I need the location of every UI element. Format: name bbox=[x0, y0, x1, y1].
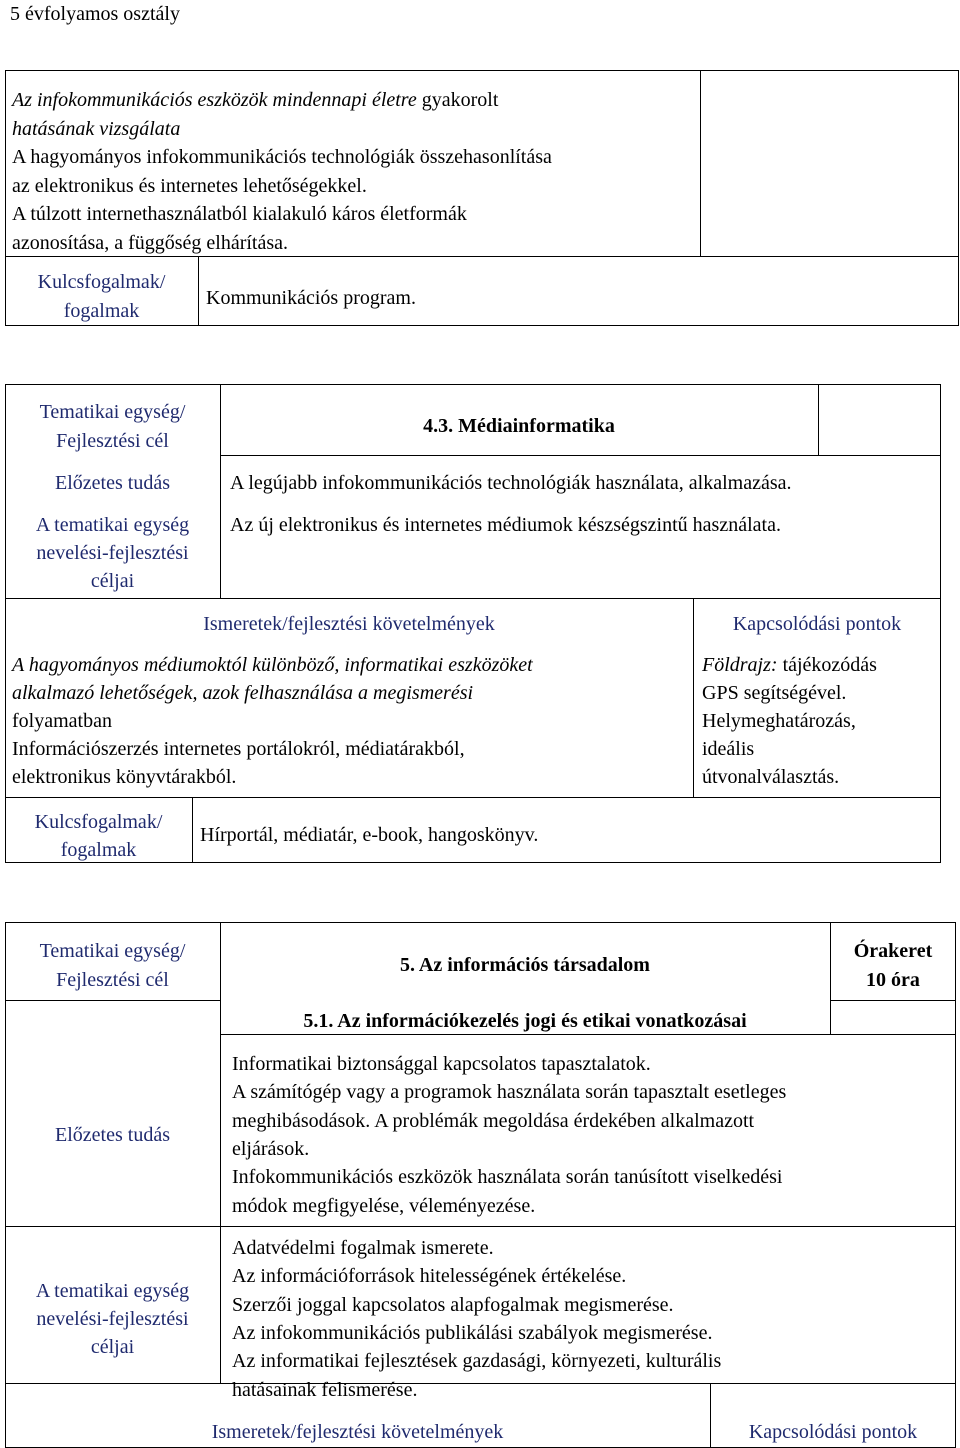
text-segment: alkalmazó lehetőségek, azok felhasználása a megismerési bbox=[12, 682, 474, 704]
block2-key-label-line2: fogalmak bbox=[60, 839, 137, 861]
block2-unit-label-line1: Tematikai egység/ bbox=[39, 401, 186, 423]
text-line bbox=[232, 1376, 417, 1404]
text-segment: Az infokommunikációs eszközök mindennapi életre bbox=[12, 89, 417, 111]
text-line bbox=[232, 1234, 494, 1262]
block3-label-divider bbox=[220, 922, 221, 1383]
text-line bbox=[12, 763, 236, 791]
text-segment: A hagyományos infokommunikációs technológiák összehasonlítása bbox=[12, 146, 552, 168]
text-segment: Informatikai biztonsággal kapcsolatos tapasztalatok. bbox=[232, 1053, 651, 1075]
text-line bbox=[702, 707, 856, 735]
block3-hours-value: 10 óra bbox=[866, 969, 920, 991]
grade-heading: 5 évfolyamos osztály bbox=[10, 3, 180, 25]
text-segment: Az információforrások hitelességének értékelése. bbox=[232, 1265, 627, 1288]
text-segment: A számítógép vagy a programok használata során tapasztalt esetleges bbox=[232, 1081, 787, 1104]
text-line bbox=[702, 735, 754, 763]
block3-prior-divider bbox=[5, 1226, 956, 1227]
text-segment: A hagyományos médiumoktól különböző, informatikai eszközöket bbox=[12, 654, 533, 676]
text-line bbox=[232, 1192, 535, 1220]
block2-key-value: Hírportál, médiatár, e-book, hangoskönyv. bbox=[200, 824, 539, 846]
block2-prior-label: Előzetes tudás bbox=[55, 472, 170, 494]
text-segment: A túlzott internethasználatból kialakuló káros életformák bbox=[12, 203, 467, 225]
block3-unit-label-divider bbox=[5, 1000, 220, 1001]
block1-key-value: Kommunikációs program. bbox=[206, 287, 416, 309]
text-segment: Az infokommunikációs publikálási szabályok megismerése. bbox=[232, 1321, 713, 1344]
text-segment: GPS segítségével. bbox=[702, 682, 847, 704]
block1-right-divider bbox=[700, 70, 701, 256]
text-line bbox=[12, 735, 465, 763]
text-line bbox=[12, 143, 552, 171]
block3-links-header: Kapcsolódási pontok bbox=[748, 1421, 918, 1443]
block3-aim-label-line2: nevelési-fejlesztési bbox=[36, 1308, 189, 1330]
text-segment: Információszerzés internetes portálokról, médiatárakból, bbox=[12, 738, 465, 760]
block2-key-divider bbox=[192, 797, 193, 863]
block2-title-divider bbox=[220, 455, 941, 456]
text-segment: folyamatban bbox=[12, 710, 112, 732]
block1-key-divider bbox=[198, 256, 199, 326]
text-segment: Helymeghatározás, bbox=[702, 710, 856, 732]
text-line bbox=[702, 679, 846, 707]
text-line bbox=[232, 1319, 712, 1347]
text-line bbox=[232, 1050, 651, 1078]
block2-links-header: Kapcsolódási pontok bbox=[732, 613, 902, 635]
block2-title-right-divider bbox=[818, 384, 819, 455]
text-segment: módok megfigyelése, véleményezése. bbox=[232, 1194, 536, 1217]
text-segment: ideális bbox=[702, 738, 755, 760]
block2-aim-label-line3: céljai bbox=[90, 570, 135, 592]
text-line bbox=[12, 86, 498, 114]
text-line bbox=[232, 1291, 674, 1319]
text-segment: Földrajz: bbox=[702, 654, 778, 676]
text-segment: gyakorolt bbox=[416, 89, 499, 111]
text-line bbox=[702, 763, 839, 791]
text-segment: eljárások. bbox=[232, 1137, 310, 1160]
block2-prior-value: A legújabb infokommunikációs technológiák használata, alkalmazása. bbox=[230, 472, 792, 494]
text-line bbox=[232, 1347, 721, 1375]
block2-aim-value: Az új elektronikus és internetes médiumok készségszintű használata. bbox=[230, 514, 781, 536]
text-segment: útvonalválasztás. bbox=[702, 766, 840, 788]
block3-unit-title: 5. Az információs társadalom bbox=[400, 954, 650, 976]
text-segment: hatásainak felismerése. bbox=[232, 1378, 418, 1401]
block2-aim-label-line2: nevelési-fejlesztési bbox=[36, 542, 189, 564]
block3-hours-bottom-divider bbox=[830, 1000, 956, 1001]
text-segment: Az informatikai fejlesztések gazdasági, környezeti, kulturális bbox=[232, 1350, 722, 1373]
block3-prior-label: Előzetes tudás bbox=[55, 1124, 170, 1146]
text-line bbox=[12, 115, 180, 143]
text-line bbox=[12, 172, 367, 200]
text-line bbox=[232, 1107, 754, 1135]
block3-hours-label: Órakeret bbox=[853, 940, 933, 962]
block3-aim-label-line1: A tematikai egység bbox=[35, 1280, 190, 1302]
text-segment: elektronikus könyvtárakból. bbox=[12, 766, 237, 788]
text-segment: Infokommunikációs eszközök használata során tanúsított viselkedési bbox=[232, 1166, 783, 1189]
block3-aim-label-line3: céljai bbox=[90, 1336, 135, 1358]
block3-req-divider bbox=[5, 1383, 956, 1384]
block3-unit-label-line2: Fejlesztési cél bbox=[56, 969, 169, 991]
text-segment: azonosítása, a függőség elhárítása. bbox=[12, 231, 289, 254]
text-line bbox=[12, 679, 473, 707]
text-line bbox=[12, 651, 533, 679]
block3-req-header: Ismeretek/fejlesztési követelmények bbox=[211, 1421, 504, 1443]
block3-unit-label-line1: Tematikai egység/ bbox=[39, 940, 186, 962]
text-segment: hatásának vizsgálata bbox=[12, 117, 181, 140]
text-line bbox=[702, 651, 877, 679]
block2-unit-label-line2: Fejlesztési cél bbox=[56, 430, 169, 452]
text-segment: tájékozódás bbox=[777, 654, 877, 676]
text-line bbox=[232, 1078, 786, 1106]
block3-subunit-title: 5.1. Az információkezelés jogi és etikai vonatkozásai bbox=[303, 1010, 747, 1032]
text-line bbox=[12, 200, 467, 228]
text-segment: Adatvédelmi fogalmak ismerete. bbox=[232, 1237, 494, 1259]
block2-req-header: Ismeretek/fejlesztési követelmények bbox=[203, 613, 495, 635]
text-line bbox=[232, 1163, 782, 1191]
block2-aim-label-line1: A tematikai egység bbox=[35, 514, 190, 536]
block1-key-label-line2: fogalmak bbox=[63, 300, 140, 322]
block2-unit-title: 4.3. Médiainformatika bbox=[423, 415, 615, 437]
text-line bbox=[12, 229, 288, 257]
text-line bbox=[232, 1135, 309, 1163]
text-line bbox=[232, 1262, 626, 1290]
block2-key-label-line1: Kulcsfogalmak/ bbox=[34, 811, 163, 833]
text-segment: Szerzői joggal kapcsolatos alapfogalmak megismerése. bbox=[232, 1293, 674, 1316]
text-line bbox=[12, 707, 112, 735]
text-segment: az elektronikus és internetes lehetőségekkel. bbox=[12, 174, 367, 197]
block1-key-label-line1: Kulcsfogalmak/ bbox=[37, 271, 166, 293]
block2-key-row-divider bbox=[5, 797, 941, 798]
text-segment: meghibásodások. A problémák megoldása érdekében alkalmazott bbox=[232, 1109, 755, 1132]
block2-req-divider bbox=[5, 598, 941, 599]
